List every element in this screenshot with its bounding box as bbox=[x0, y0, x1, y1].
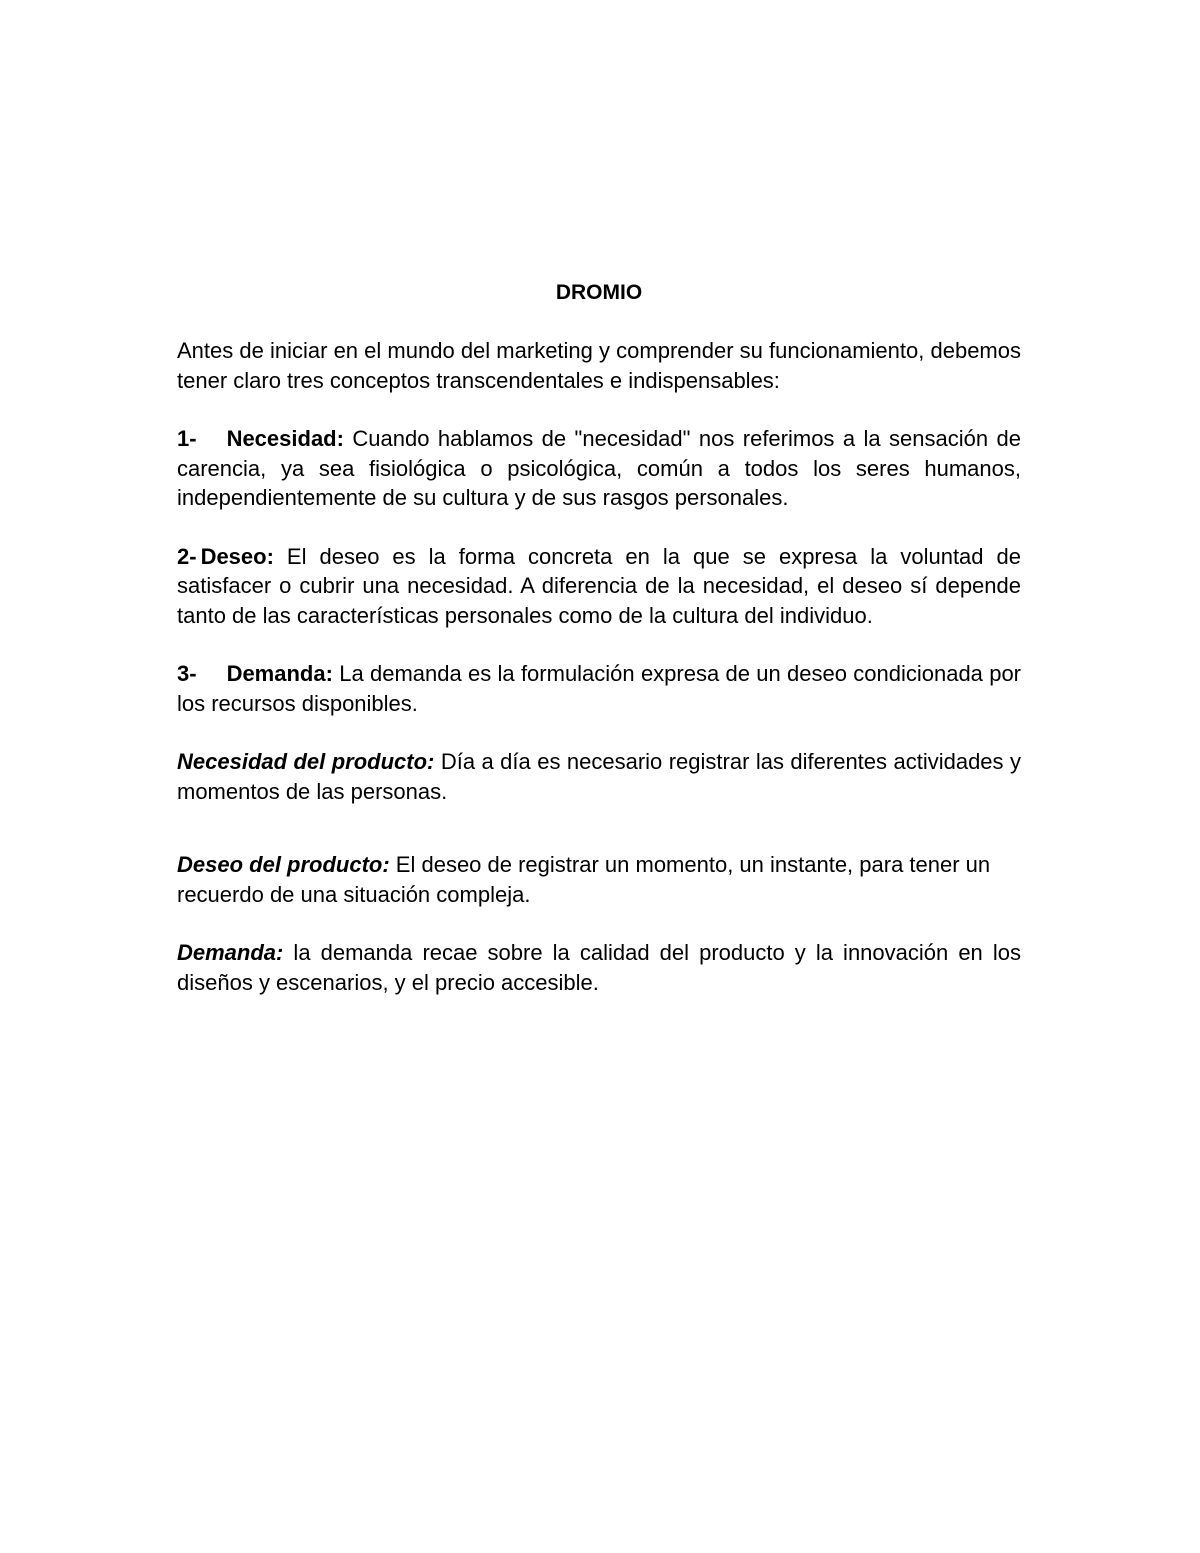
concept-text: Cuando hablamos de "necesidad" nos referimos a la sensación de carencia, ya sea fisiológica o psicológica, común a todos los seres humanos, independientemente de su cultura y de sus rasgos personales. bbox=[177, 426, 1021, 510]
product-term: Demanda: bbox=[177, 940, 284, 965]
product-deseo bbox=[177, 850, 1021, 909]
document-title: DROMIO bbox=[555, 281, 643, 304]
concept-necesidad bbox=[177, 424, 1021, 513]
concept-text: El deseo es la forma concreta en la que se expresa la voluntad de satisfacer o cubrir una necesidad. A diferencia de la necesidad, el deseo sí depende tanto de las características personales como de la cultura del individuo. bbox=[177, 543, 1021, 628]
concept-number: 3- bbox=[177, 661, 197, 686]
product-term: Deseo del producto: bbox=[177, 852, 390, 877]
document-body bbox=[177, 278, 1021, 1026]
concept-term: Deseo: bbox=[200, 543, 274, 569]
concept-deseo bbox=[177, 542, 1021, 631]
concept-term: Demanda: bbox=[226, 661, 333, 686]
product-term: Necesidad del producto: bbox=[177, 749, 435, 774]
concept-text: La demanda es la formulación expresa de un deseo condicionada por los recursos disponibles. bbox=[177, 661, 1021, 716]
product-text: Día a día es necesario registrar las diferentes actividades y momentos de las personas. bbox=[177, 749, 1021, 804]
concept-term: Necesidad: bbox=[226, 426, 344, 451]
product-text: la demanda recae sobre la calidad del producto y la innovación en los diseños y escenarios, y el precio accesible. bbox=[177, 940, 1021, 995]
product-text: El deseo de registrar un momento, un instante, para tener un recuerdo de una situación compleja. bbox=[177, 852, 991, 907]
concept-number: 2- bbox=[177, 543, 197, 569]
concept-demanda bbox=[177, 659, 1021, 718]
product-demanda bbox=[177, 938, 1021, 997]
product-necesidad bbox=[177, 747, 1021, 806]
intro-paragraph: Antes de iniciar en el mundo del marketing y comprender su funcionamiento, debemos tener claro tres conceptos transcendentales e indispensables: bbox=[177, 338, 1021, 393]
concept-number: 1- bbox=[177, 426, 197, 451]
